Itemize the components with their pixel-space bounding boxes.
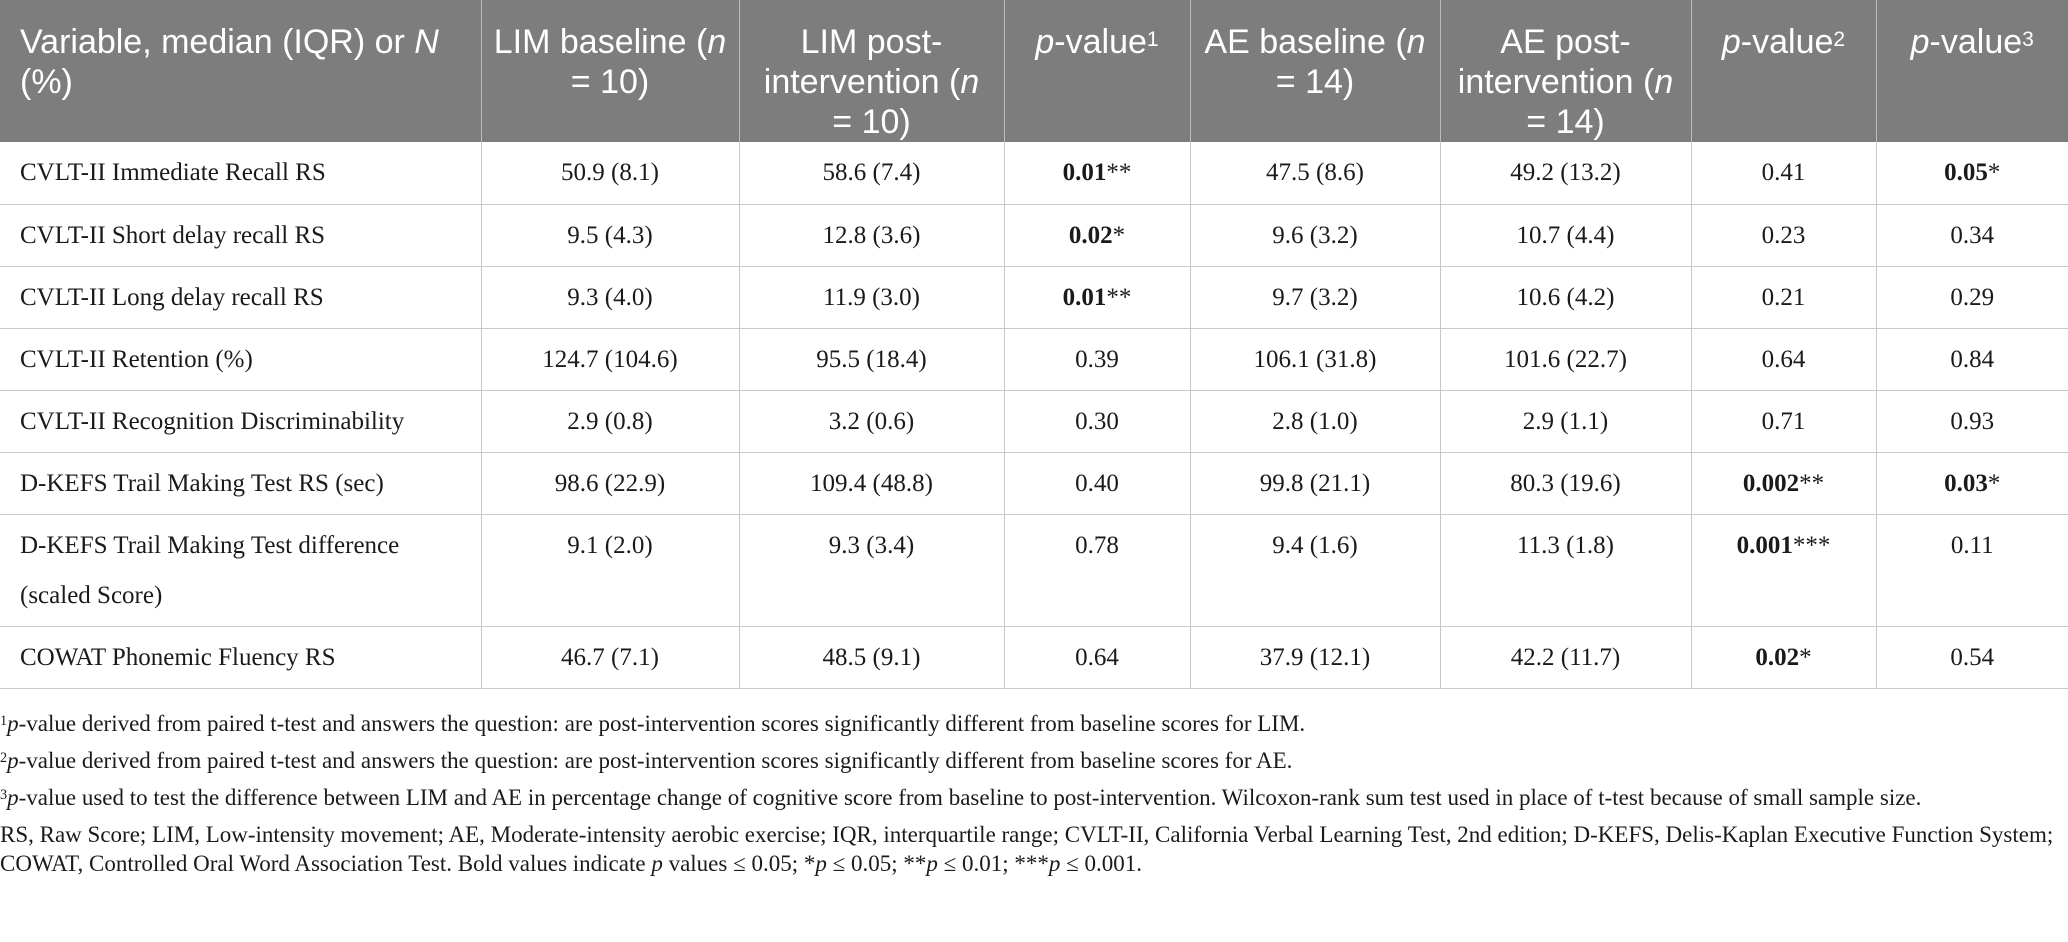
cell-p-value-1: 0.40: [1004, 452, 1190, 514]
cell-ae-baseline: 47.5 (8.6): [1190, 142, 1440, 204]
table-body: [0, 142, 2068, 688]
table-row: [0, 142, 2068, 204]
table-row: [0, 390, 2068, 452]
significance-marker: **: [1799, 469, 1825, 497]
cell-p-value-1: 0.64: [1004, 626, 1190, 688]
cell-ae-baseline: 9.7 (3.2): [1190, 266, 1440, 328]
footnotes: [0, 709, 2060, 886]
cell-ae-post: 2.9 (1.1): [1440, 390, 1691, 452]
cell-p-value-2: 0.71: [1691, 390, 1876, 452]
cell-ae-baseline: 106.1 (31.8): [1190, 328, 1440, 390]
cell-variable: CVLT-II Long delay recall RS: [0, 266, 481, 328]
cell-ae-post: 80.3 (19.6): [1440, 452, 1691, 514]
cell-ae-post: 49.2 (13.2): [1440, 142, 1691, 204]
header-ae-baseline: AE baseline (n = 14): [1190, 0, 1440, 142]
cell-variable: CVLT-II Immediate Recall RS: [0, 142, 481, 204]
cell-ae-baseline: 2.8 (1.0): [1190, 390, 1440, 452]
cell-p-value-2: 0.23: [1691, 204, 1876, 266]
cell-variable: CVLT-II Short delay recall RS: [0, 204, 481, 266]
cell-p-value-2: [1691, 626, 1876, 688]
cell-p-value-2: 0.64: [1691, 328, 1876, 390]
table-row: [0, 328, 2068, 390]
significant-value: 0.01: [1062, 159, 1107, 186]
footnote-3: $^3$p-value used to test the difference between LIM and AE in percentage change of cognitive score from baseline to post-intervention. Wilcoxon-rank sum test used in place of t-test because of small sample size.: [0, 785, 1922, 810]
significant-value: 0.002: [1742, 469, 1800, 497]
header-p-value-3: p-value$^3$: [1876, 0, 2068, 142]
cell-p-value-2: 0.21: [1691, 266, 1876, 328]
cell-variable: CVLT-II Recognition Discriminability: [0, 390, 481, 452]
significance-marker: *: [1112, 221, 1126, 249]
cell-variable: COWAT Phonemic Fluency RS: [0, 626, 481, 688]
cell-p-value-3: 0.93: [1876, 390, 2068, 452]
cell-lim-post: 109.4 (48.8): [739, 452, 1004, 514]
footnote-abbreviations: RS, Raw Score; LIM, Low-intensity movement; AE, Moderate-intensity aerobic exercise; IQR, interquartile range; CVLT-II, California Verbal Learning Test, 2nd edition; D-KEFS, Delis-Kaplan Executive Function System; COWAT, Controlled Oral Word Association Test. Bold values indicate p values ≤ 0.05; *p ≤ 0.05; **p ≤ 0.01; ***p ≤ 0.001.: [0, 822, 2054, 876]
cell-lim-post: 3.2 (0.6): [739, 390, 1004, 452]
table-row: [0, 266, 2068, 328]
cell-p-value-3: 0.29: [1876, 266, 2068, 328]
cell-variable: D-KEFS Trail Making Test RS (sec): [0, 452, 481, 514]
cell-lim-baseline: 2.9 (0.8): [481, 390, 739, 452]
cell-ae-post: 101.6 (22.7): [1440, 328, 1691, 390]
cell-ae-baseline: 9.6 (3.2): [1190, 204, 1440, 266]
header-lim-baseline: LIM baseline (n = 10): [481, 0, 739, 142]
header-ae-post: AE post-intervention (n = 14): [1440, 0, 1691, 142]
cell-lim-post: 12.8 (3.6): [739, 204, 1004, 266]
cell-p-value-2: [1691, 452, 1876, 514]
significance-marker: *: [1987, 159, 2001, 186]
cell-p-value-3: 0.84: [1876, 328, 2068, 390]
significance-marker: *: [1987, 469, 2001, 497]
cell-p-value-1: 0.39: [1004, 328, 1190, 390]
footnote-2: $^2$p-value derived from paired t-test and answers the question: are post-intervention scores significantly different from baseline scores for AE.: [0, 748, 1293, 773]
cell-ae-post: 11.3 (1.8): [1440, 514, 1691, 626]
cell-lim-baseline: 9.1 (2.0): [481, 514, 739, 626]
significant-value: 0.02: [1755, 643, 1800, 671]
table-row: [0, 626, 2068, 688]
cell-p-value-1: [1004, 204, 1190, 266]
cell-lim-post: 11.9 (3.0): [739, 266, 1004, 328]
significance-marker: ***: [1792, 531, 1831, 559]
table-row: [0, 452, 2068, 514]
cell-p-value-1: 0.30: [1004, 390, 1190, 452]
cell-ae-post: 10.7 (4.4): [1440, 204, 1691, 266]
significance-marker: *: [1799, 643, 1812, 671]
significant-value: 0.001: [1736, 531, 1793, 559]
cell-p-value-1: 0.78: [1004, 514, 1190, 626]
footnote-1: $^1$p-value derived from paired t-test and answers the question: are post-intervention scores significantly different from baseline scores for LIM.: [0, 711, 1306, 736]
cell-ae-post: 42.2 (11.7): [1440, 626, 1691, 688]
significant-value: 0.03: [1944, 469, 1988, 497]
table-row: [0, 514, 2068, 626]
significant-value: 0.05: [1944, 159, 1988, 186]
cell-p-value-3: 0.54: [1876, 626, 2068, 688]
cell-p-value-2: 0.41: [1691, 142, 1876, 204]
cell-lim-baseline: 50.9 (8.1): [481, 142, 739, 204]
cell-p-value-2: [1691, 514, 1876, 626]
cell-p-value-1: [1004, 142, 1190, 204]
header-row: [0, 0, 2068, 142]
header-lim-post: LIM post-intervention (n = 10): [739, 0, 1004, 142]
cell-p-value-3: [1876, 452, 2068, 514]
header-variable: Variable, median (IQR) or N (%): [0, 0, 481, 142]
cell-variable: CVLT-II Retention (%): [0, 328, 481, 390]
table-row: [0, 204, 2068, 266]
significance-marker: **: [1106, 159, 1132, 186]
header-p-value-2: p-value$^2$: [1691, 0, 1876, 142]
cell-p-value-3: 0.11: [1876, 514, 2068, 626]
header-p-value-1: p-value$^1$: [1004, 0, 1190, 142]
significance-marker: **: [1106, 283, 1132, 311]
cell-ae-post: 10.6 (4.2): [1440, 266, 1691, 328]
cell-ae-baseline: 37.9 (12.1): [1190, 626, 1440, 688]
cell-lim-post: 95.5 (18.4): [739, 328, 1004, 390]
cell-variable: D-KEFS Trail Making Test difference (scaled Score): [0, 514, 481, 626]
cell-p-value-3: [1876, 142, 2068, 204]
cell-lim-baseline: 46.7 (7.1): [481, 626, 739, 688]
cell-ae-baseline: 9.4 (1.6): [1190, 514, 1440, 626]
cell-lim-baseline: 9.3 (4.0): [481, 266, 739, 328]
cell-lim-post: 9.3 (3.4): [739, 514, 1004, 626]
cell-lim-baseline: 98.6 (22.9): [481, 452, 739, 514]
cell-lim-baseline: 124.7 (104.6): [481, 328, 739, 390]
cell-p-value-3: 0.34: [1876, 204, 2068, 266]
cell-lim-post: 58.6 (7.4): [739, 142, 1004, 204]
cell-ae-baseline: 99.8 (21.1): [1190, 452, 1440, 514]
cell-lim-baseline: 9.5 (4.3): [481, 204, 739, 266]
cell-p-value-1: [1004, 266, 1190, 328]
significant-value: 0.02: [1068, 221, 1113, 249]
cell-lim-post: 48.5 (9.1): [739, 626, 1004, 688]
significant-value: 0.01: [1062, 283, 1107, 311]
